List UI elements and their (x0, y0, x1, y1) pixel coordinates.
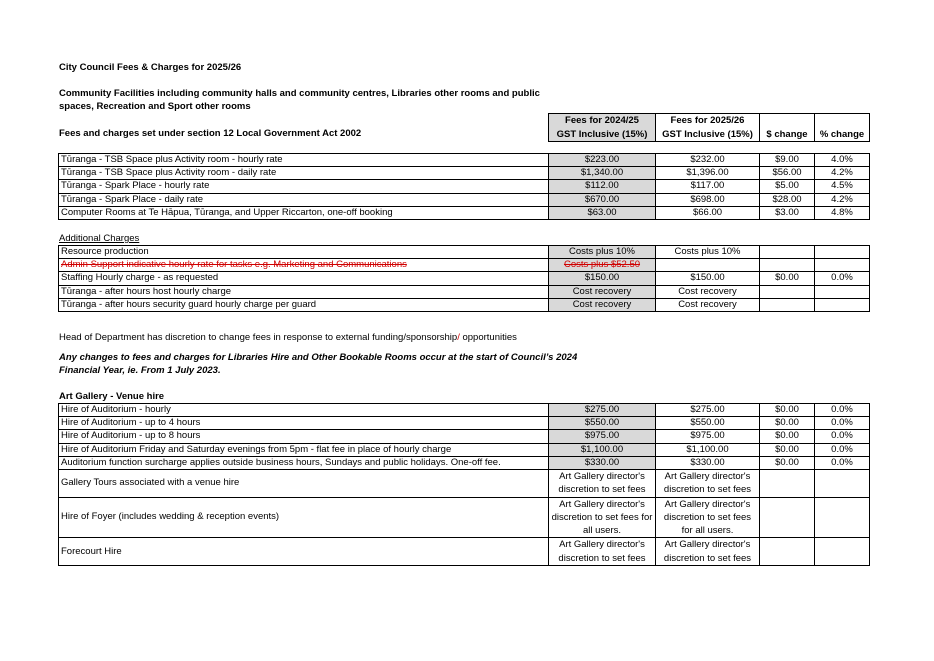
dollar-change (760, 259, 815, 272)
discretion-text-end: opportunities (459, 332, 517, 343)
table-row (59, 298, 870, 311)
dollar-change: $0.00 (760, 417, 815, 430)
fee-2425: $975.00 (549, 430, 656, 443)
pct-change: 4.2% (815, 167, 870, 180)
fee-2526: $1,100.00 (656, 443, 760, 456)
table-row (59, 272, 870, 285)
fee-2425: $1,340.00 (549, 167, 656, 180)
row-desc: Staffing Hourly charge - as requested (59, 272, 549, 285)
dollar-change (760, 246, 815, 259)
pct-change: 4.0% (815, 154, 870, 167)
row-desc: Auditorium function surcharge applies outside business hours, Sundays and public holidays. One-off fee. (59, 456, 549, 469)
table-row (59, 469, 870, 497)
fee-2526: $232.00 (656, 154, 760, 167)
pct-change: 0.0% (815, 456, 870, 469)
pct-change: 4.2% (815, 193, 870, 206)
pct-change: 4.8% (815, 206, 870, 219)
pct-change (815, 259, 870, 272)
header-gst-2425: GST Inclusive (15%) (549, 128, 656, 142)
pct-change (815, 298, 870, 311)
fee-2526: Cost recovery (656, 298, 760, 311)
fee-2425: $150.00 (549, 272, 656, 285)
table-row (59, 430, 870, 443)
fee-2526: $550.00 (656, 417, 760, 430)
pct-change: 0.0% (815, 417, 870, 430)
row-desc: Tūranga - Spark Place - daily rate (59, 193, 549, 206)
table-row (59, 167, 870, 180)
dollar-change: $5.00 (760, 180, 815, 193)
row-desc: Tūranga - TSB Space plus Activity room - daily rate (59, 167, 549, 180)
legislation-note: Fees and charges set under section 12 Local Government Act 2002 (59, 128, 362, 139)
discretion-slash: / (457, 332, 460, 343)
fee-2425: Cost recovery (549, 298, 656, 311)
fee-2526: $975.00 (656, 430, 760, 443)
row-desc: Hire of Foyer (includes wedding & reception events) (59, 497, 549, 538)
header-dollar-change: $ change (760, 128, 815, 142)
dollar-change: $3.00 (760, 206, 815, 219)
row-desc: Hire of Auditorium - hourly (59, 404, 549, 417)
row-desc: Hire of Auditorium - up to 4 hours (59, 417, 549, 430)
fee-2425: $63.00 (549, 206, 656, 219)
table-row (59, 417, 870, 430)
changes-note-line1: Any changes to fees and charges for Libraries Hire and Other Bookable Rooms occur at the start of Council’s 2024 (59, 352, 578, 363)
dollar-change: $9.00 (760, 154, 815, 167)
row-desc: Tūranga - TSB Space plus Activity room - hourly rate (59, 154, 549, 167)
struck-desc: Admin Support indicative hourly rate for tasks e.g. Marketing and Communications (61, 259, 407, 271)
row-desc: Tūranga - Spark Place - hourly rate (59, 180, 549, 193)
dollar-change (760, 285, 815, 298)
fee-2425: Art Gallery director's discretion to set fees (549, 538, 656, 566)
fee-2526: $66.00 (656, 206, 760, 219)
fee-2526: $117.00 (656, 180, 760, 193)
fee-2526: Costs plus 10% (656, 246, 760, 259)
header-gst-2526: GST Inclusive (15%) (656, 128, 760, 142)
row-desc-struck (59, 259, 549, 272)
table-row (59, 443, 870, 456)
fee-2425 (549, 259, 656, 272)
dollar-change: $0.00 (760, 456, 815, 469)
table-row (59, 404, 870, 417)
art-gallery-table (58, 403, 870, 566)
row-desc: Gallery Tours associated with a venue hire (59, 469, 549, 497)
fee-2526: $1,396.00 (656, 167, 760, 180)
dollar-change: $0.00 (760, 272, 815, 285)
dollar-change: $0.00 (760, 443, 815, 456)
dollar-change (760, 298, 815, 311)
fee-2526: $698.00 (656, 193, 760, 206)
header-pct-change: % change (815, 128, 870, 142)
table-row (59, 456, 870, 469)
pct-change: 0.0% (815, 404, 870, 417)
fee-2526: Art Gallery director's discretion to set fees (656, 538, 760, 566)
discretion-text: Head of Department has discretion to change fees in response to external funding/sponsorship (59, 332, 458, 343)
fee-2425: $1,100.00 (549, 443, 656, 456)
fee-2526 (656, 259, 760, 272)
fee-2526: Art Gallery director's discretion to set fees for all users. (656, 497, 760, 538)
table-row (59, 246, 870, 259)
row-desc: Tūranga - after hours security guard hourly charge per guard (59, 298, 549, 311)
table-row (59, 538, 870, 566)
fee-2425: $330.00 (549, 456, 656, 469)
dollar-change: $28.00 (760, 193, 815, 206)
table-row (59, 285, 870, 298)
table-row (59, 259, 870, 272)
discretion-note (59, 332, 517, 343)
table-row (59, 154, 870, 167)
pct-change: 0.0% (815, 430, 870, 443)
fee-2425: Art Gallery director's discretion to set fees for all users. (549, 497, 656, 538)
document-title: City Council Fees & Charges for 2025/26 (59, 62, 242, 73)
row-desc: Tūranga - after hours host hourly charge (59, 285, 549, 298)
dollar-change: $0.00 (760, 404, 815, 417)
fee-2425: $670.00 (549, 193, 656, 206)
fee-2425: $275.00 (549, 404, 656, 417)
fee-2425: Cost recovery (549, 285, 656, 298)
row-desc: Hire of Auditorium - up to 8 hours (59, 430, 549, 443)
additional-charges-heading: Additional Charges (59, 233, 140, 244)
header-fees-2425: Fees for 2024/25 (549, 114, 656, 128)
changes-note-line2: Financial Year, ie. From 1 July 2023. (59, 365, 221, 376)
art-gallery-heading: Art Gallery - Venue hire (59, 391, 165, 402)
fee-2526: $275.00 (656, 404, 760, 417)
fee-2526: $330.00 (656, 456, 760, 469)
dollar-change: $0.00 (760, 430, 815, 443)
fee-2526: $150.00 (656, 272, 760, 285)
fee-2425: Art Gallery director's discretion to set fees (549, 469, 656, 497)
header-fees-2526: Fees for 2025/26 (656, 114, 760, 128)
fees-header-table (548, 113, 870, 142)
fee-2425: $550.00 (549, 417, 656, 430)
additional-charges-table (58, 245, 870, 312)
fee-2526: Art Gallery director's discretion to set fees (656, 469, 760, 497)
community-fees-table (58, 153, 870, 220)
row-desc: Computer Rooms at Te Hāpua, Tūranga, and Upper Riccarton, one-off booking (59, 206, 549, 219)
pct-change: 0.0% (815, 272, 870, 285)
section-title-line2: spaces, Recreation and Sport other rooms (59, 101, 251, 112)
row-desc: Forecourt Hire (59, 538, 549, 566)
table-row (59, 206, 870, 219)
row-desc: Hire of Auditorium Friday and Saturday evenings from 5pm - flat fee in place of hourly charge (59, 443, 549, 456)
fee-2425: $223.00 (549, 154, 656, 167)
pct-change: 4.5% (815, 180, 870, 193)
section-title-line1: Community Facilities including community halls and community centres, Libraries other rooms and public (59, 88, 540, 99)
table-row (59, 497, 870, 538)
fee-2425: Costs plus 10% (549, 246, 656, 259)
row-desc: Resource production (59, 246, 549, 259)
pct-change: 0.0% (815, 443, 870, 456)
dollar-change: $56.00 (760, 167, 815, 180)
struck-fee: Costs plus $52.50 (563, 259, 641, 271)
table-row (59, 180, 870, 193)
fee-2425: $112.00 (549, 180, 656, 193)
table-row (59, 193, 870, 206)
pct-change (815, 285, 870, 298)
pct-change (815, 246, 870, 259)
fee-2526: Cost recovery (656, 285, 760, 298)
